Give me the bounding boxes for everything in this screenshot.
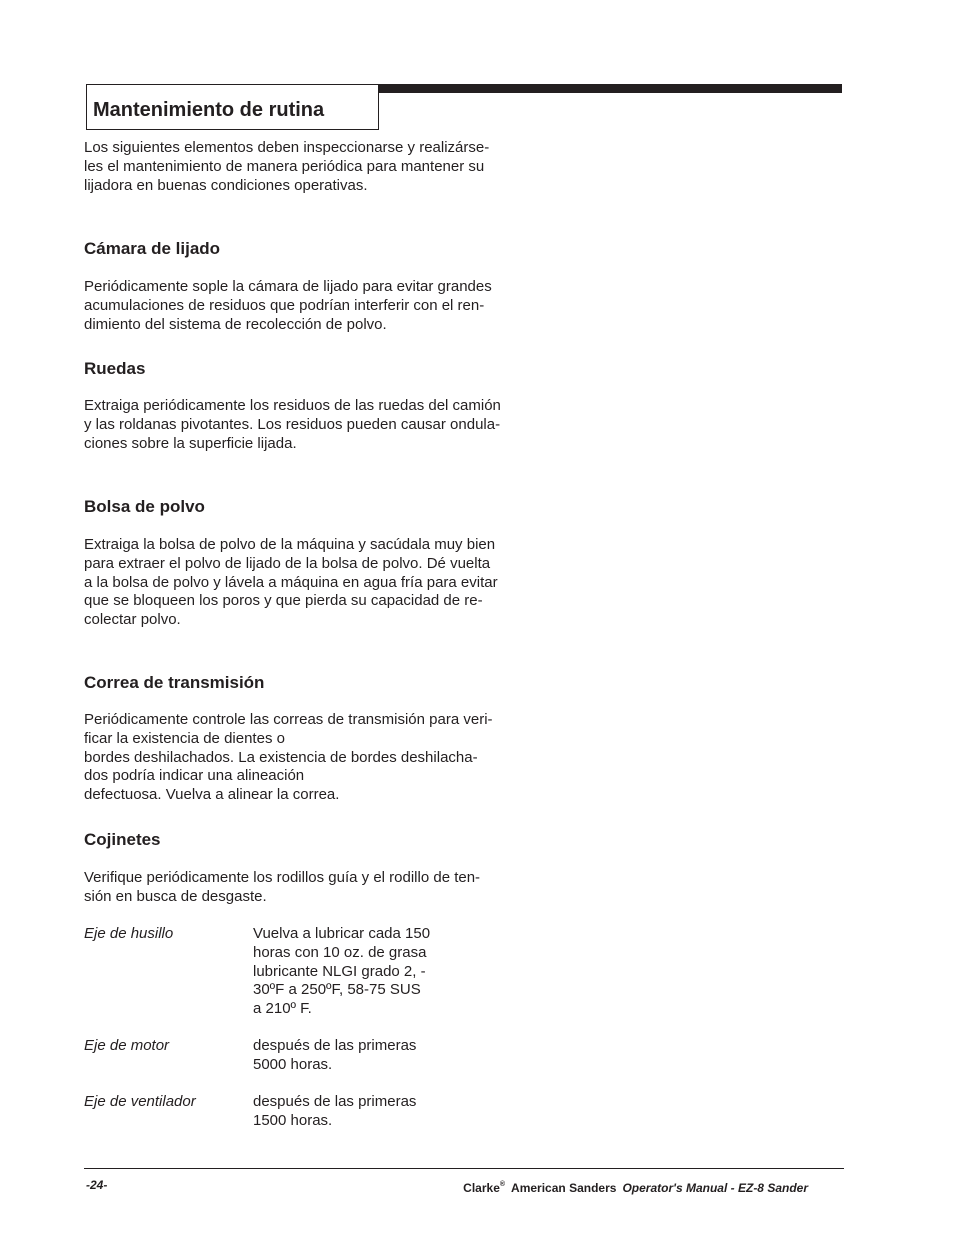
paragraph-correa-de-transmision (84, 711, 512, 805)
text-line: a la bolsa de polvo y lávela a máquina en agua fría para evitar (84, 573, 498, 591)
page-title: Mantenimiento de rutina (93, 99, 325, 121)
text-line: Extraiga la bolsa de polvo de la máquina y sacúdala muy bien (84, 536, 496, 553)
text-line: sión en busca de desgaste. (84, 887, 267, 905)
footer-credit (463, 1178, 808, 1195)
text-line: Verifique periódicamente los rodillos guía y el rodillo de ten- (84, 869, 481, 886)
text-line: y las roldanas pivotantes. Los residuos pueden causar ondula- (84, 415, 501, 433)
text-line: Periódicamente controle las correas de transmisión para veri- (84, 711, 493, 728)
paragraph-ruedas (84, 397, 512, 453)
text-line: ficar la existencia de dientes o (84, 729, 285, 747)
text-line: Periódicamente sople la cámara de lijado para evitar grandes (84, 278, 492, 295)
footer-company: American Sanders (511, 1181, 617, 1195)
heading-camara-de-lijado: Cámara de lijado (84, 239, 221, 258)
paragraph-bolsa-de-polvo (84, 536, 512, 630)
text-line: horas con 10 oz. de grasa (253, 943, 427, 961)
heading-cojinetes: Cojinetes (84, 830, 161, 849)
footer-brand: Clarke (463, 1181, 500, 1195)
text-line: colectar polvo. (84, 611, 181, 629)
text-line: lijadora en buenas condiciones operativas. (84, 176, 368, 194)
text-line: 1500 horas. (253, 1111, 333, 1129)
spec-value-eje-de-husillo (253, 925, 453, 1019)
text-line: ciones sobre la superficie lijada. (84, 434, 297, 452)
text-line: les el mantenimiento de manera periódica para mantener su (84, 157, 485, 175)
text-line: dimiento del sistema de recolección de polvo. (84, 315, 387, 333)
text-line: lubricante NLGI grado 2, - (253, 962, 426, 980)
footer-rule (84, 1168, 844, 1169)
text-line: después de las primeras (253, 1037, 417, 1054)
paragraph-camara-de-lijado (84, 278, 512, 334)
text-line: Extraiga periódicamente los residuos de las ruedas del camión (84, 397, 501, 414)
spec-value-eje-de-motor (253, 1037, 453, 1075)
text-line: defectuosa. Vuelva a alinear la correa. (84, 786, 340, 804)
heading-bolsa-de-polvo: Bolsa de polvo (84, 497, 205, 516)
footer-manual-title: Operator's Manual - EZ-8 Sander (622, 1181, 808, 1195)
heading-ruedas: Ruedas (84, 359, 146, 378)
text-line: Vuelva a lubricar cada 150 (253, 925, 431, 942)
text-line: después de las primeras (253, 1093, 417, 1110)
registered-mark: ® (499, 1181, 506, 1188)
text-line: acumulaciones de residuos que podrían interferir con el ren- (84, 296, 485, 314)
text-line: que se bloqueen los poros y que pierda su capacidad de re- (84, 592, 483, 610)
text-line: 5000 horas. (253, 1055, 333, 1073)
paragraph-cojinetes (84, 869, 512, 907)
spec-value-eje-de-ventilador (253, 1093, 453, 1131)
title-box (86, 84, 379, 130)
page-number: -24- (86, 1178, 108, 1192)
heading-correa-de-transmision: Correa de transmisión (84, 673, 265, 692)
intro-paragraph (84, 139, 512, 195)
text-line: Los siguientes elementos deben inspeccionarse y realizárse- (84, 139, 490, 156)
spec-label-eje-de-ventilador: Eje de ventilador (84, 1093, 196, 1110)
text-line: bordes deshilachados. La existencia de bordes deshilacha- (84, 748, 478, 766)
spec-label-eje-de-motor: Eje de motor (84, 1037, 170, 1054)
text-line: a 210º F. (253, 1000, 312, 1018)
text-line: 30ºF a 250ºF, 58-75 SUS (253, 981, 421, 999)
text-line: dos podría indicar una alineación (84, 767, 305, 785)
text-line: para extraer el polvo de lijado de la bolsa de polvo. Dé vuelta (84, 554, 491, 572)
spec-label-eje-de-husillo: Eje de husillo (84, 925, 174, 942)
